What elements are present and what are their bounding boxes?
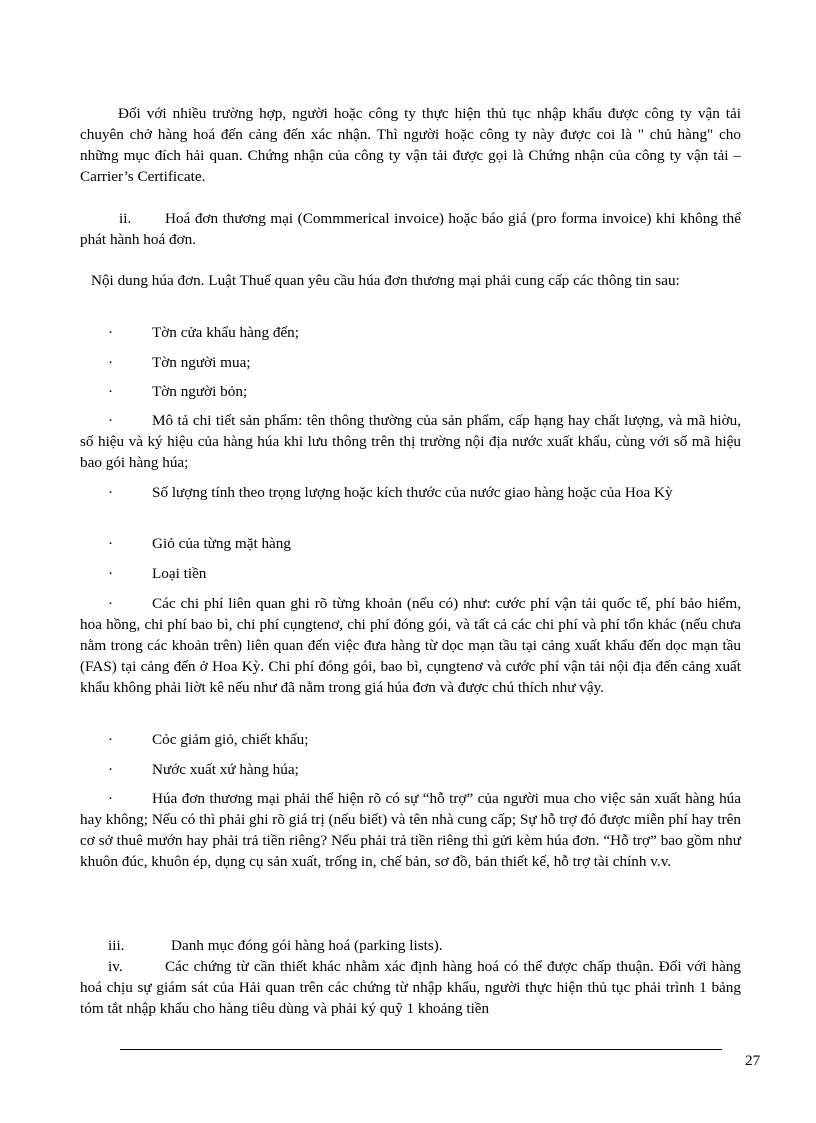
bullet-dot: · <box>108 565 114 582</box>
bullet-dot: · <box>108 731 114 748</box>
bullet-item <box>80 563 741 584</box>
bullet-item <box>80 322 741 343</box>
item-ii-text: Hoá đơn thương mại (Commmerical invoice) hoặc báo giá (pro forma invoice) khi không thể phát hành hoá đơn. <box>80 210 741 248</box>
bullet-text: Giỏ của từng mặt hàng <box>152 535 291 552</box>
paragraph-chu-hang: Đối với nhiều trường hợp, người hoặc công ty thực hiện thủ tục nhập khẩu được công ty vận tải chuyên chở hàng hoá đến cảng đến xác nhận. Thì người hoặc công ty này được coi là " chủ hàng" cho những mục đích hải quan. Chứng nhận của công ty vận tải được gọi là Chứng nhận của công ty vận tải – Carrier’s Certificate. <box>80 105 741 185</box>
bullet-dot: · <box>108 535 114 552</box>
bullet-item <box>80 352 741 373</box>
item-iii-text: Danh mục đóng gói hàng hoá (parking lists). <box>171 937 443 954</box>
bullet-dot: · <box>108 324 114 341</box>
bullet-text: Loại tiền <box>152 565 207 582</box>
bullet-item <box>80 729 741 750</box>
bullet-text: Nước xuất xứ hàng húa; <box>152 761 299 778</box>
bullet-dot: · <box>108 412 114 429</box>
bullet-text: Tờn người bỏn; <box>152 383 248 400</box>
bullet-dot: · <box>108 790 114 807</box>
paragraph-noi-dung-hoa-don: Nội dung húa đơn. Luật Thuế quan yêu cầu húa đơn thương mại phải cung cấp các thông tin sau: <box>91 272 680 289</box>
bullet-item <box>80 759 741 780</box>
item-iii-number: iii. <box>108 937 125 954</box>
bullet-dot: · <box>108 484 114 501</box>
bullet-dot: · <box>108 354 114 371</box>
bullet-text: Tờn cửa khẩu hàng đến; <box>152 324 299 341</box>
bullet-dot: · <box>108 383 114 400</box>
bullet-item <box>80 482 741 503</box>
bullet-item <box>80 381 741 402</box>
bullet-dot: · <box>108 761 114 778</box>
bullet-text: Các chi phí liên quan ghi rõ từng khoản (nếu có) như: cước phí vận tải quốc tế, phí bảo hiểm, hoa hồng, chi phí bao bì, chi phí cụngtenơ, chi phí đóng gói, và tất cả các chi phí và phí tổn khác (nếu chưa nằm trong các khoản trên) liên quan đến việc đưa hàng từ dọc mạn tầu tại cảng xuất khẩu đến dọc mạn tầu (FAS) tại cảng đến ở Hoa Kỳ. Chi phí đóng gói, bao bì, cụngtenơ và cước phí vận tải nội địa đến cảng xuất khẩu không phải liờt kê nếu như đã nằm trong giá húa đơn và được chú thích như vậy. <box>80 595 741 696</box>
bullet-text: Mô tả chi tiết sản phẩm: tên thông thường của sản phẩm, cấp hạng hay chất lượng, và mã hiờu, số hiệu và ký hiệu của hàng húa khi lưu thông trên thị trường nội địa nước xuất khẩu, cùng với số mã hiệu bao gói hàng húa; <box>80 412 741 471</box>
bullet-item <box>80 593 741 698</box>
bullet-text: Cỏc giảm giỏ, chiết khấu; <box>152 731 309 748</box>
item-iv-text: Các chứng từ cần thiết khác nhằm xác định hàng hoá có thể được chấp thuận. Đối với hàng hoá chịu sự giám sát của Hải quan trên các chứng từ nhập khẩu, người thực hiện thủ tục phải trình 1 bảng tóm tắt nhập khẩu cho hàng tiêu dùng và phải ký quỹ 1 khoảng tiền <box>80 958 741 1017</box>
page-number: 27 <box>745 1052 761 1069</box>
bullet-text: Tờn người mua; <box>152 354 251 371</box>
item-ii-number: ii. <box>119 210 132 227</box>
bullet-item <box>80 410 741 473</box>
bullet-item <box>80 533 741 554</box>
bullet-text: Số lượng tính theo trọng lượng hoặc kích thước của nước giao hàng hoặc của Hoa Kỳ <box>152 484 673 501</box>
item-iv-number: iv. <box>108 958 123 975</box>
bullet-dot: · <box>108 595 114 612</box>
bullet-item <box>80 788 741 872</box>
footer-divider <box>120 1049 722 1050</box>
bullet-text: Húa đơn thương mại phải thể hiện rõ có sự “hỗ trợ” của người mua cho việc sản xuất hàng húa hay không; Nếu có thì phải ghi rõ giá trị (nếu biết) và tên nhà cung cấp; Sự hỗ trợ đó được miễn phí hay trên cơ sở thuê mướn hay phải trả tiền riêng? Nếu phải trả tiền riêng thì gửi kèm húa đơn. “Hỗ trợ” bao gồm như khuôn đúc, khuôn ép, dụng cụ sản xuất, trống in, chế bản, sơ đồ, bản thiết kế, hỗ trợ tài chính v.v. <box>80 790 741 870</box>
